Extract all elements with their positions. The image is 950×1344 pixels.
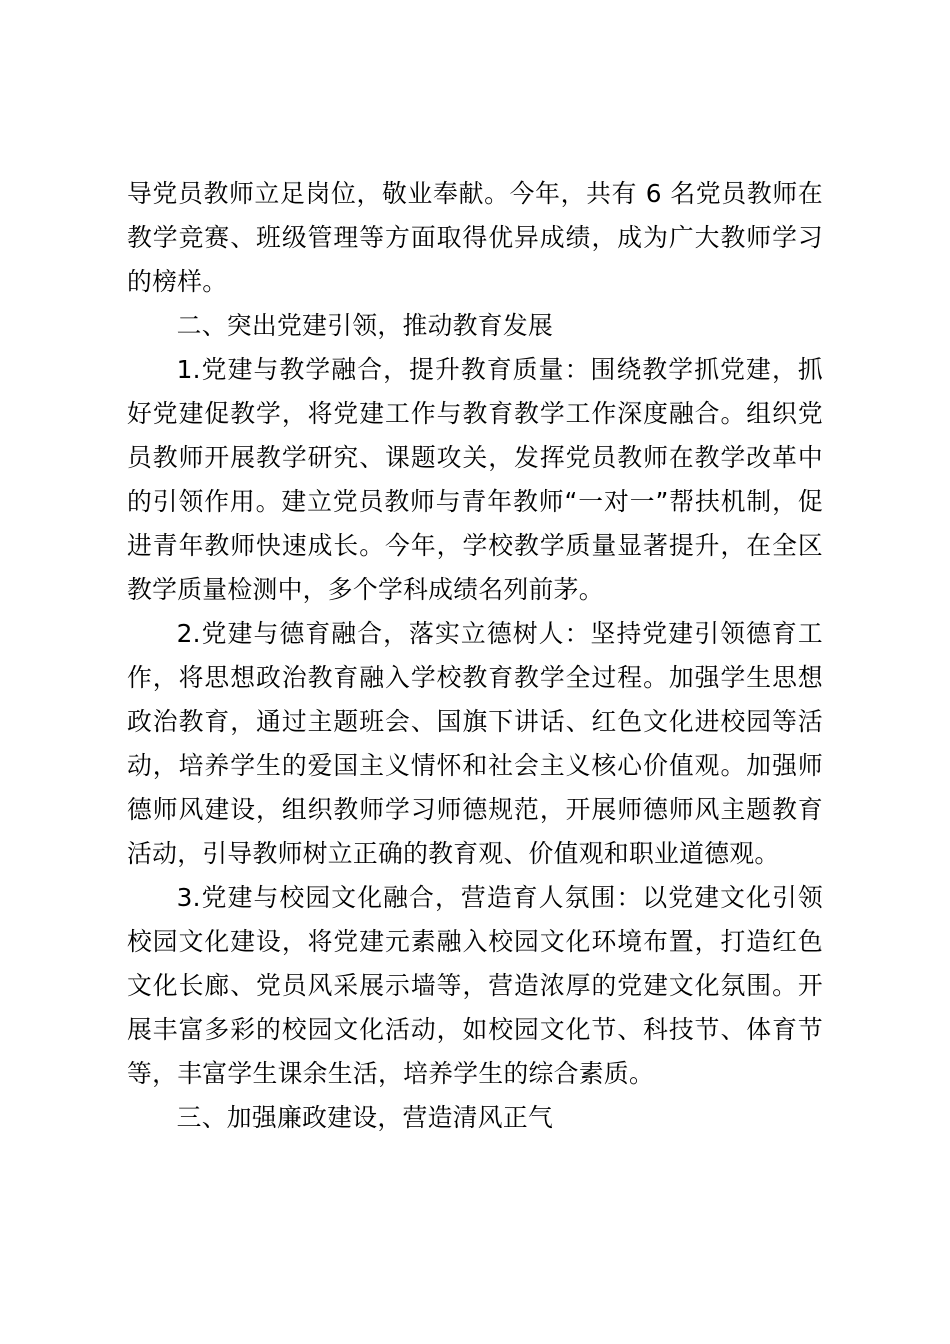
section-heading-three: 三、加强廉政建设，营造清风正气: [176, 1103, 554, 1132]
paragraph-moral-education-integration: 2.党建与德育融合，落实立德树人：坚持党建引领德育工作，将思想政治教育融入学校教育教学全过程。加强学生思想政治教育，通过主题班会、国旗下讲话、红色文化进校园等活动，培养学生的爱国主义情怀和社会主义核心价值观。加强师德师风建设，组织教师学习师德规范，开展师德师风主题教育活动，引导教师树立正确的教育观、价值观和职业道德观。: [127, 619, 823, 868]
paragraph-campus-culture-integration: 3.党建与校园文化融合，营造育人氛围：以党建文化引领校园文化建设，将党建元素融入校园文化环境布置，打造红色文化长廊、党员风采展示墙等，营造浓厚的党建文化氛围。开展丰富多彩的校园文化活动，如校园文化节、科技节、体育节等，丰富学生课余生活，培养学生的综合素质。: [127, 883, 823, 1088]
paragraph-continuation: 导党员教师立足岗位，敬业奉献。今年，共有 6 名党员教师在教学竞赛、班级管理等方面取得优异成绩，成为广大教师学习的榜样。: [127, 179, 823, 296]
section-heading-two: 二、突出党建引领，推动教育发展: [176, 311, 554, 340]
document-body: [127, 172, 823, 1140]
paragraph-teaching-integration: 1.党建与教学融合，提升教育质量：围绕教学抓党建，抓好党建促教学，将党建工作与教育教学工作深度融合。组织党员教师开展教学研究、课题攻关，发挥党员教师在教学改革中的引领作用。建立党员教师与青年教师“一对一”帮扶机制，促进青年教师快速成长。今年，学校教学质量显著提升，在全区教学质量检测中，多个学科成绩名列前茅。: [127, 355, 823, 604]
